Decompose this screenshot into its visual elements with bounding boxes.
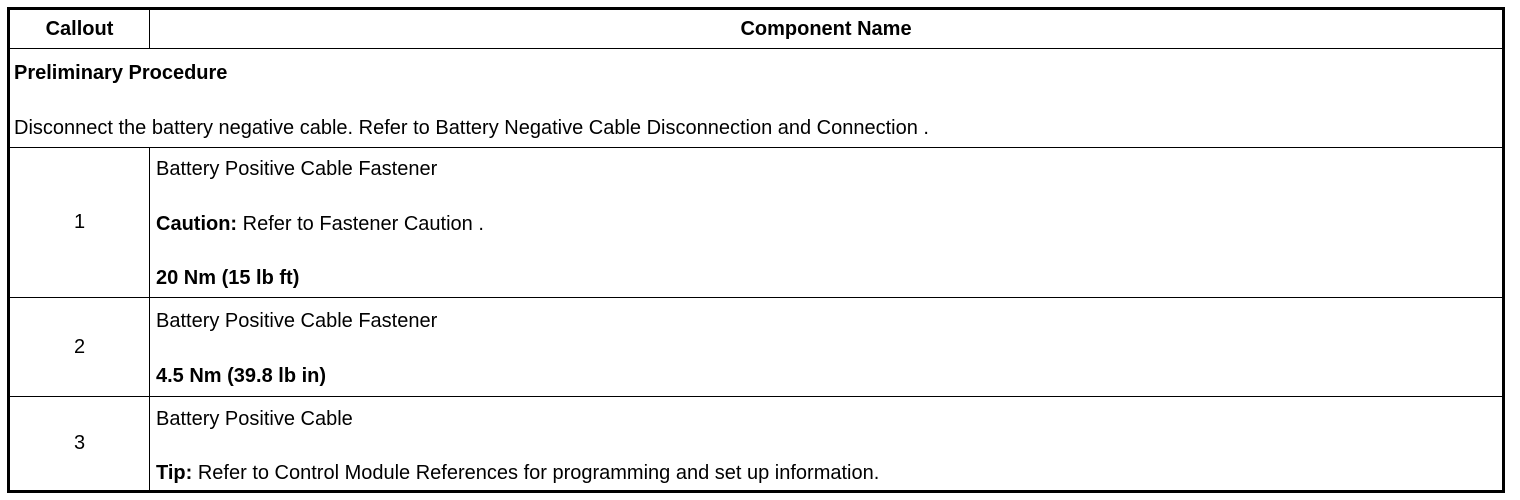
tip-text: Refer to Control Module References for programming and set up information. — [192, 462, 880, 484]
component-cell — [150, 298, 1502, 396]
callout-number: 3 — [10, 397, 150, 490]
caution-text: Refer to Fastener Caution . — [237, 213, 484, 235]
header-component-name: Component Name — [740, 17, 912, 40]
component-name: Battery Positive Cable Fastener — [156, 158, 438, 180]
tip-label: Tip: — [156, 462, 193, 484]
preliminary-title: Preliminary Procedure — [14, 62, 228, 84]
tip-note — [156, 461, 879, 485]
table-header-row — [10, 10, 1502, 48]
table-row — [10, 147, 1502, 297]
component-cell — [150, 148, 1502, 297]
component-cell — [150, 397, 1502, 490]
component-name: Battery Positive Cable — [156, 408, 353, 430]
component-name: Battery Positive Cable Fastener — [156, 310, 438, 332]
header-callout: Callout — [10, 10, 150, 48]
preliminary-procedure-row — [10, 48, 1502, 147]
table-row — [10, 297, 1502, 396]
preliminary-text: Disconnect the battery negative cable. Refer to Battery Negative Cable Disconnection and Connection . — [14, 117, 929, 139]
caution-label: Caution: — [156, 213, 238, 235]
table-row — [10, 396, 1502, 490]
callout-number: 2 — [10, 298, 150, 396]
torque-spec: 4.5 Nm (39.8 lb in) — [156, 365, 327, 387]
caution-note — [156, 212, 484, 236]
callout-number: 1 — [10, 148, 150, 297]
procedure-table — [7, 7, 1505, 493]
torque-spec: 20 Nm (15 lb ft) — [156, 267, 300, 289]
